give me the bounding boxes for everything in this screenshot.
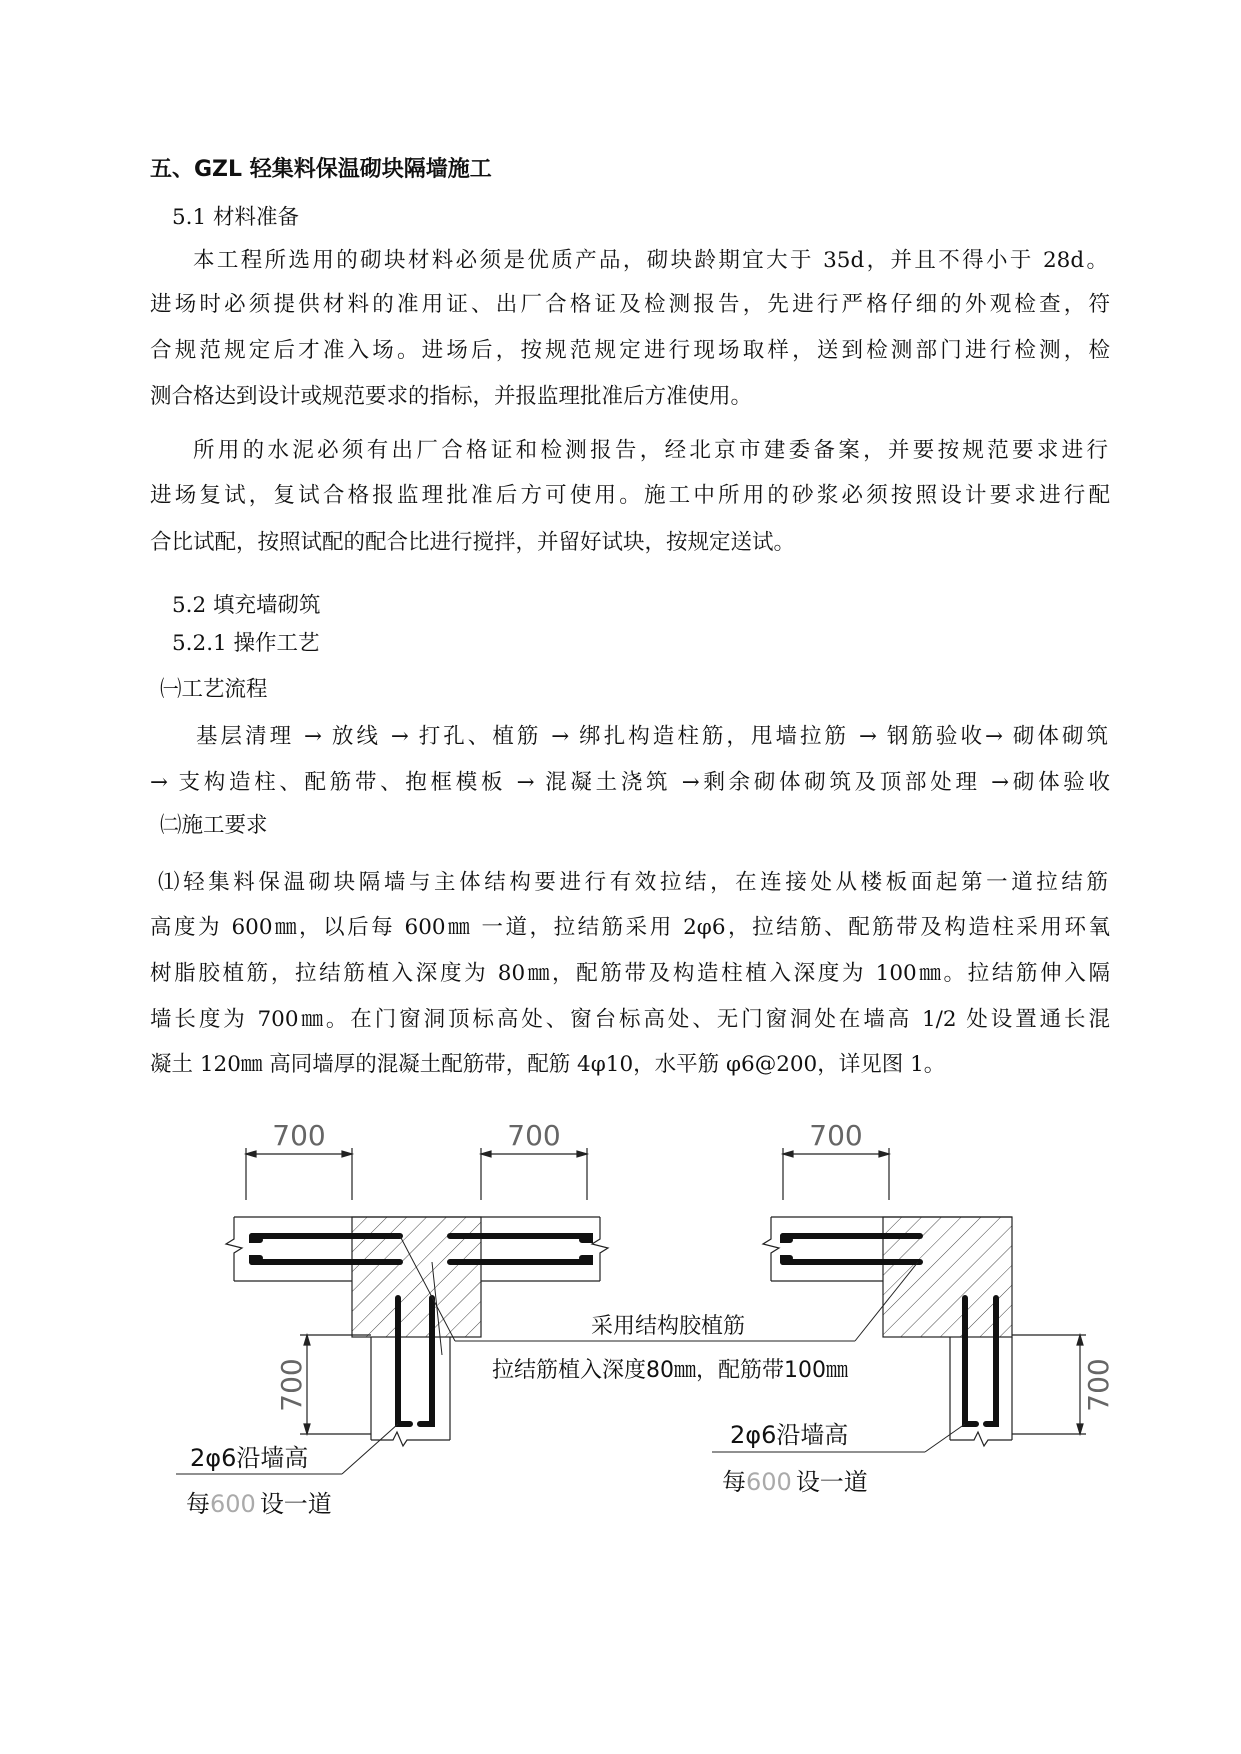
vertical-dimension-left-label: 700 [275,1358,308,1412]
callout-structural-glue: 采用结构胶植筋 [590,1314,746,1339]
dimension-left [246,1148,352,1200]
heading-5-2-1: 5.2.1 操作工艺 [172,631,320,656]
section-title: 五、GZL 轻集料保温砌块隔墙施工 [150,157,492,182]
flow-line-1: 基层清理 → 放线 → 打孔、植筋 → 绑扎构造柱筋，甩墙拉筋 → 钢筋验收→ 砌体砌筑 [196,724,1108,749]
dimension-left-label: 700 [272,1119,326,1152]
req-line-1: ⑴轻集料保温砌块隔墙与主体结构要进行有效拉结，在连接处从楼板面起第一道拉结筋 [158,870,1108,895]
dimension-right-label: 700 [809,1119,863,1152]
para1-line-4: 测合格达到设计或规范要求的指标，并报监理批准后方准使用。 [150,384,753,409]
right-label-line-1: 2φ6沿墙高 [730,1421,849,1449]
para2-line-2: 进场复试，复试合格报监理批准后方可使用。施工中所用的砂浆必须按照设计要求进行配 [150,483,1110,508]
right-label-line-2: 每600 设一道 [722,1468,868,1496]
left-label-line-2: 每600 设一道 [186,1490,332,1518]
left-label-line-1: 2φ6沿墙高 [190,1444,309,1472]
para1-line-3: 合规范规定后才准入场。进场后，按规范规定进行现场取样，送到检测部门进行检测，检 [150,338,1110,363]
wall-tie-detail-figure [0,1100,1241,1540]
para2-line-1: 所用的水泥必须有出厂合格证和检测报告，经北京市建委备案，并要按规范要求进行 [193,438,1108,463]
para1-line-2: 进场时必须提供材料的准用证、出厂合格证及检测报告，先进行严格仔细的外观检查，符 [150,292,1110,317]
dimension-right [783,1148,889,1200]
vertical-dimension-right-label: 700 [1082,1358,1115,1412]
para1-line-1: 本工程所选用的砌块材料必须是优质产品，砌块龄期宜大于 35d，并且不得小于 28d。 [193,248,1108,273]
flow-line-2: → 支构造柱、配筋带、抱框模板 → 混凝土浇筑 →剩余砌体砌筑及顶部处理 →砌体验收 [150,770,1110,795]
vertical-dimension-right [1012,1335,1086,1434]
vertical-dimension-left [300,1335,371,1434]
heading-5-1: 5.1 材料准备 [172,205,300,230]
callout-embed-depth: 拉结筋植入深度80㎜，配筋带100㎜ [492,1358,848,1383]
left-lower-wall [371,1337,450,1446]
dimension-middle [481,1148,587,1200]
right-lower-wall [950,1337,1012,1446]
req-line-5: 凝土 120㎜ 高同墙厚的混凝土配筋带，配筋 4φ10，水平筋 φ6@200，详见图 1。 [150,1052,946,1077]
para2-line-3: 合比试配，按照试配的配合比进行搅拌，并留好试块，按规定送试。 [150,530,796,555]
heading-5-2: 5.2 填充墙砌筑 [172,593,321,618]
req-line-2: 高度为 600㎜，以后每 600㎜ 一道，拉结筋采用 2φ6，拉结筋、配筋带及构造柱采用环氧 [150,915,1110,940]
item-process-flow: ㈠工艺流程 [160,677,268,702]
dimension-middle-label: 700 [507,1119,561,1152]
req-line-3: 树脂胶植筋，拉结筋植入深度为 80㎜，配筋带及构造柱植入深度为 100㎜。拉结筋伸入隔 [150,961,1110,986]
req-line-4: 墙长度为 700㎜。在门窗洞顶标高处、窗台标高处、无门窗洞处在墙高 1/2 处设置通长混 [150,1007,1110,1032]
item-requirements: ㈡施工要求 [160,813,268,838]
